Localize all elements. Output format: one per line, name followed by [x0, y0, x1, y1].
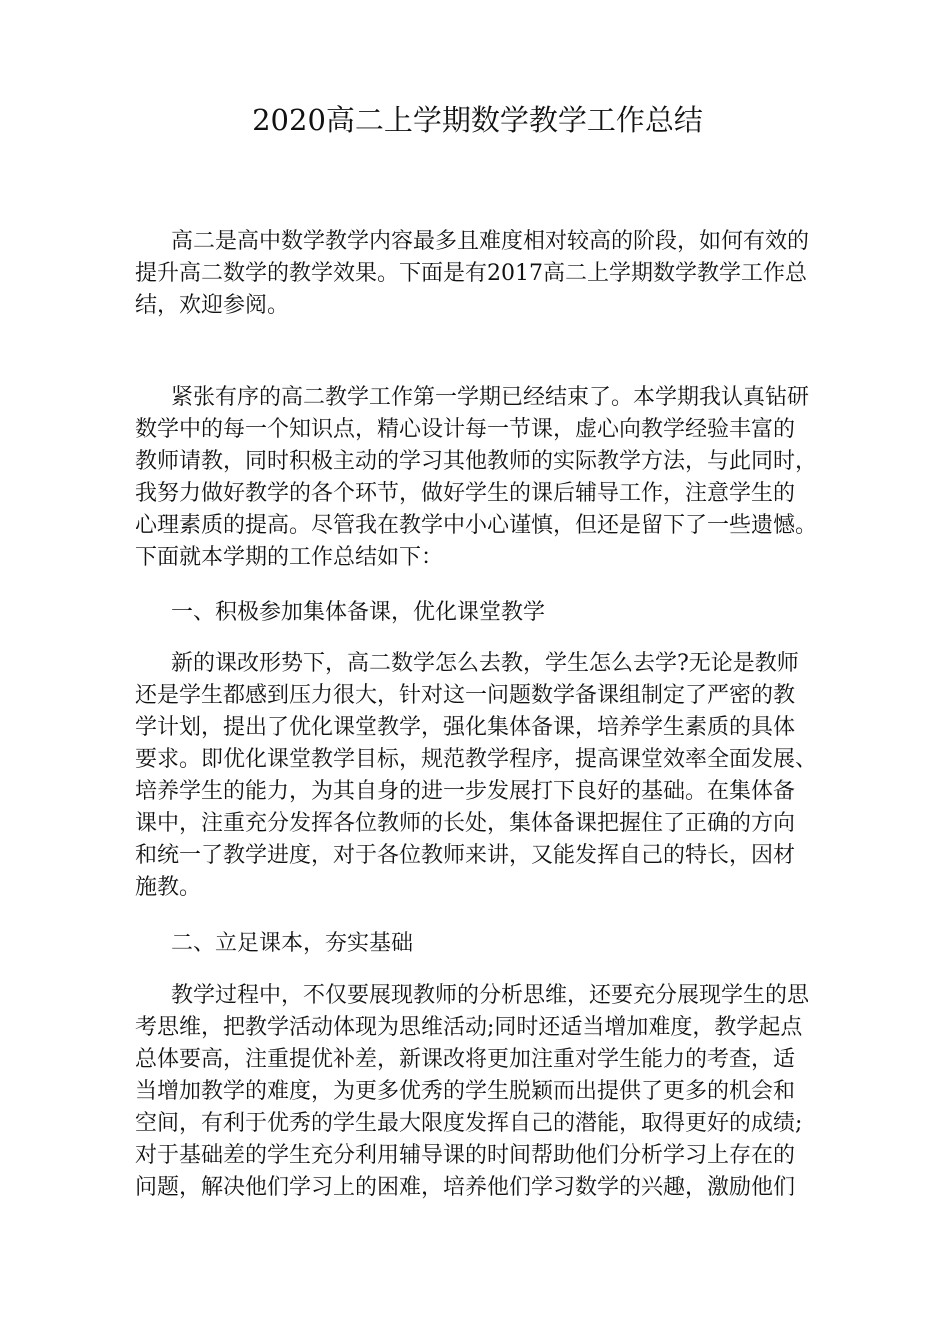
text-line: 问题，解决他们学习上的困难，培养他们学习数学的兴趣，激励他们	[135, 1175, 796, 1200]
text-line: 结，欢迎参阅。	[135, 293, 290, 318]
text-line: 学计划，提出了优化课堂教学，强化集体备课，培养学生素质的具体	[135, 715, 796, 740]
text-line: 紧张有序的高二教学工作第一学期已经结束了。本学期我认真钻研	[171, 385, 810, 410]
text-line: 提升高二数学的教学效果。下面是有2017高二上学期数学教学工作总	[135, 261, 807, 286]
text-line: 数学中的每一个知识点，精心设计每一节课，虚心向教学经验丰富的	[135, 417, 796, 442]
text-line: 考思维，把教学活动体现为思维活动;同时还适当增加难度，教学起点	[135, 1015, 803, 1040]
section-heading-2	[135, 928, 820, 960]
text-line: 施教。	[135, 875, 202, 900]
section-heading-1	[135, 597, 820, 629]
text-line: 还是学生都感到压力很大，针对这一问题数学备课组制定了严密的教	[135, 683, 796, 708]
text-line: 总体要高，注重提优补差，新课改将更加注重对学生能力的考查，适	[135, 1047, 796, 1072]
body-paragraph-1	[135, 382, 820, 574]
document-page	[135, 0, 820, 1344]
text-line: 教师请教，同时积极主动的学习其他教师的实际教学方法，与此同时，	[135, 449, 818, 474]
text-line: 新的课改形势下，高二数学怎么去教，学生怎么去学?无论是教师	[171, 651, 799, 676]
text-line: 要求。即优化课堂教学目标，规范教学程序，提高课堂效率全面发展、	[135, 747, 818, 772]
text-line: 心理素质的提高。尽管我在教学中小心谨慎，但还是留下了一些遗憾。	[135, 513, 818, 538]
body-paragraph-3	[135, 980, 820, 1204]
text-line: 二、立足课本，夯实基础	[171, 931, 414, 956]
document-title: 2020高二上学期数学教学工作总结	[252, 103, 703, 137]
text-line: 一、积极参加集体备课，优化课堂教学	[171, 600, 546, 625]
text-line: 空间，有利于优秀的学生最大限度发挥自己的潜能，取得更好的成绩;	[135, 1111, 803, 1136]
intro-paragraph	[135, 226, 820, 322]
text-line: 培养学生的能力，为其自身的进一步发展打下良好的基础。在集体备	[135, 779, 796, 804]
body-paragraph-2	[135, 648, 820, 904]
text-line: 当增加教学的难度，为更多优秀的学生脱颖而出提供了更多的机会和	[135, 1079, 796, 1104]
text-line: 课中，注重充分发挥各位教师的长处，集体备课把握住了正确的方向	[135, 811, 796, 836]
text-line: 我努力做好教学的各个环节，做好学生的课后辅导工作，注意学生的	[135, 481, 796, 506]
text-line: 高二是高中数学教学内容最多且难度相对较高的阶段，如何有效的	[171, 229, 810, 254]
text-line: 下面就本学期的工作总结如下：	[135, 545, 444, 570]
text-line: 和统一了教学进度，对于各位教师来讲，又能发挥自己的特长，因材	[135, 843, 796, 868]
text-line: 教学过程中，不仅要展现教师的分析思维，还要充分展现学生的思	[171, 983, 810, 1008]
text-line: 对于基础差的学生充分利用辅导课的时间帮助他们分析学习上存在的	[135, 1143, 796, 1168]
